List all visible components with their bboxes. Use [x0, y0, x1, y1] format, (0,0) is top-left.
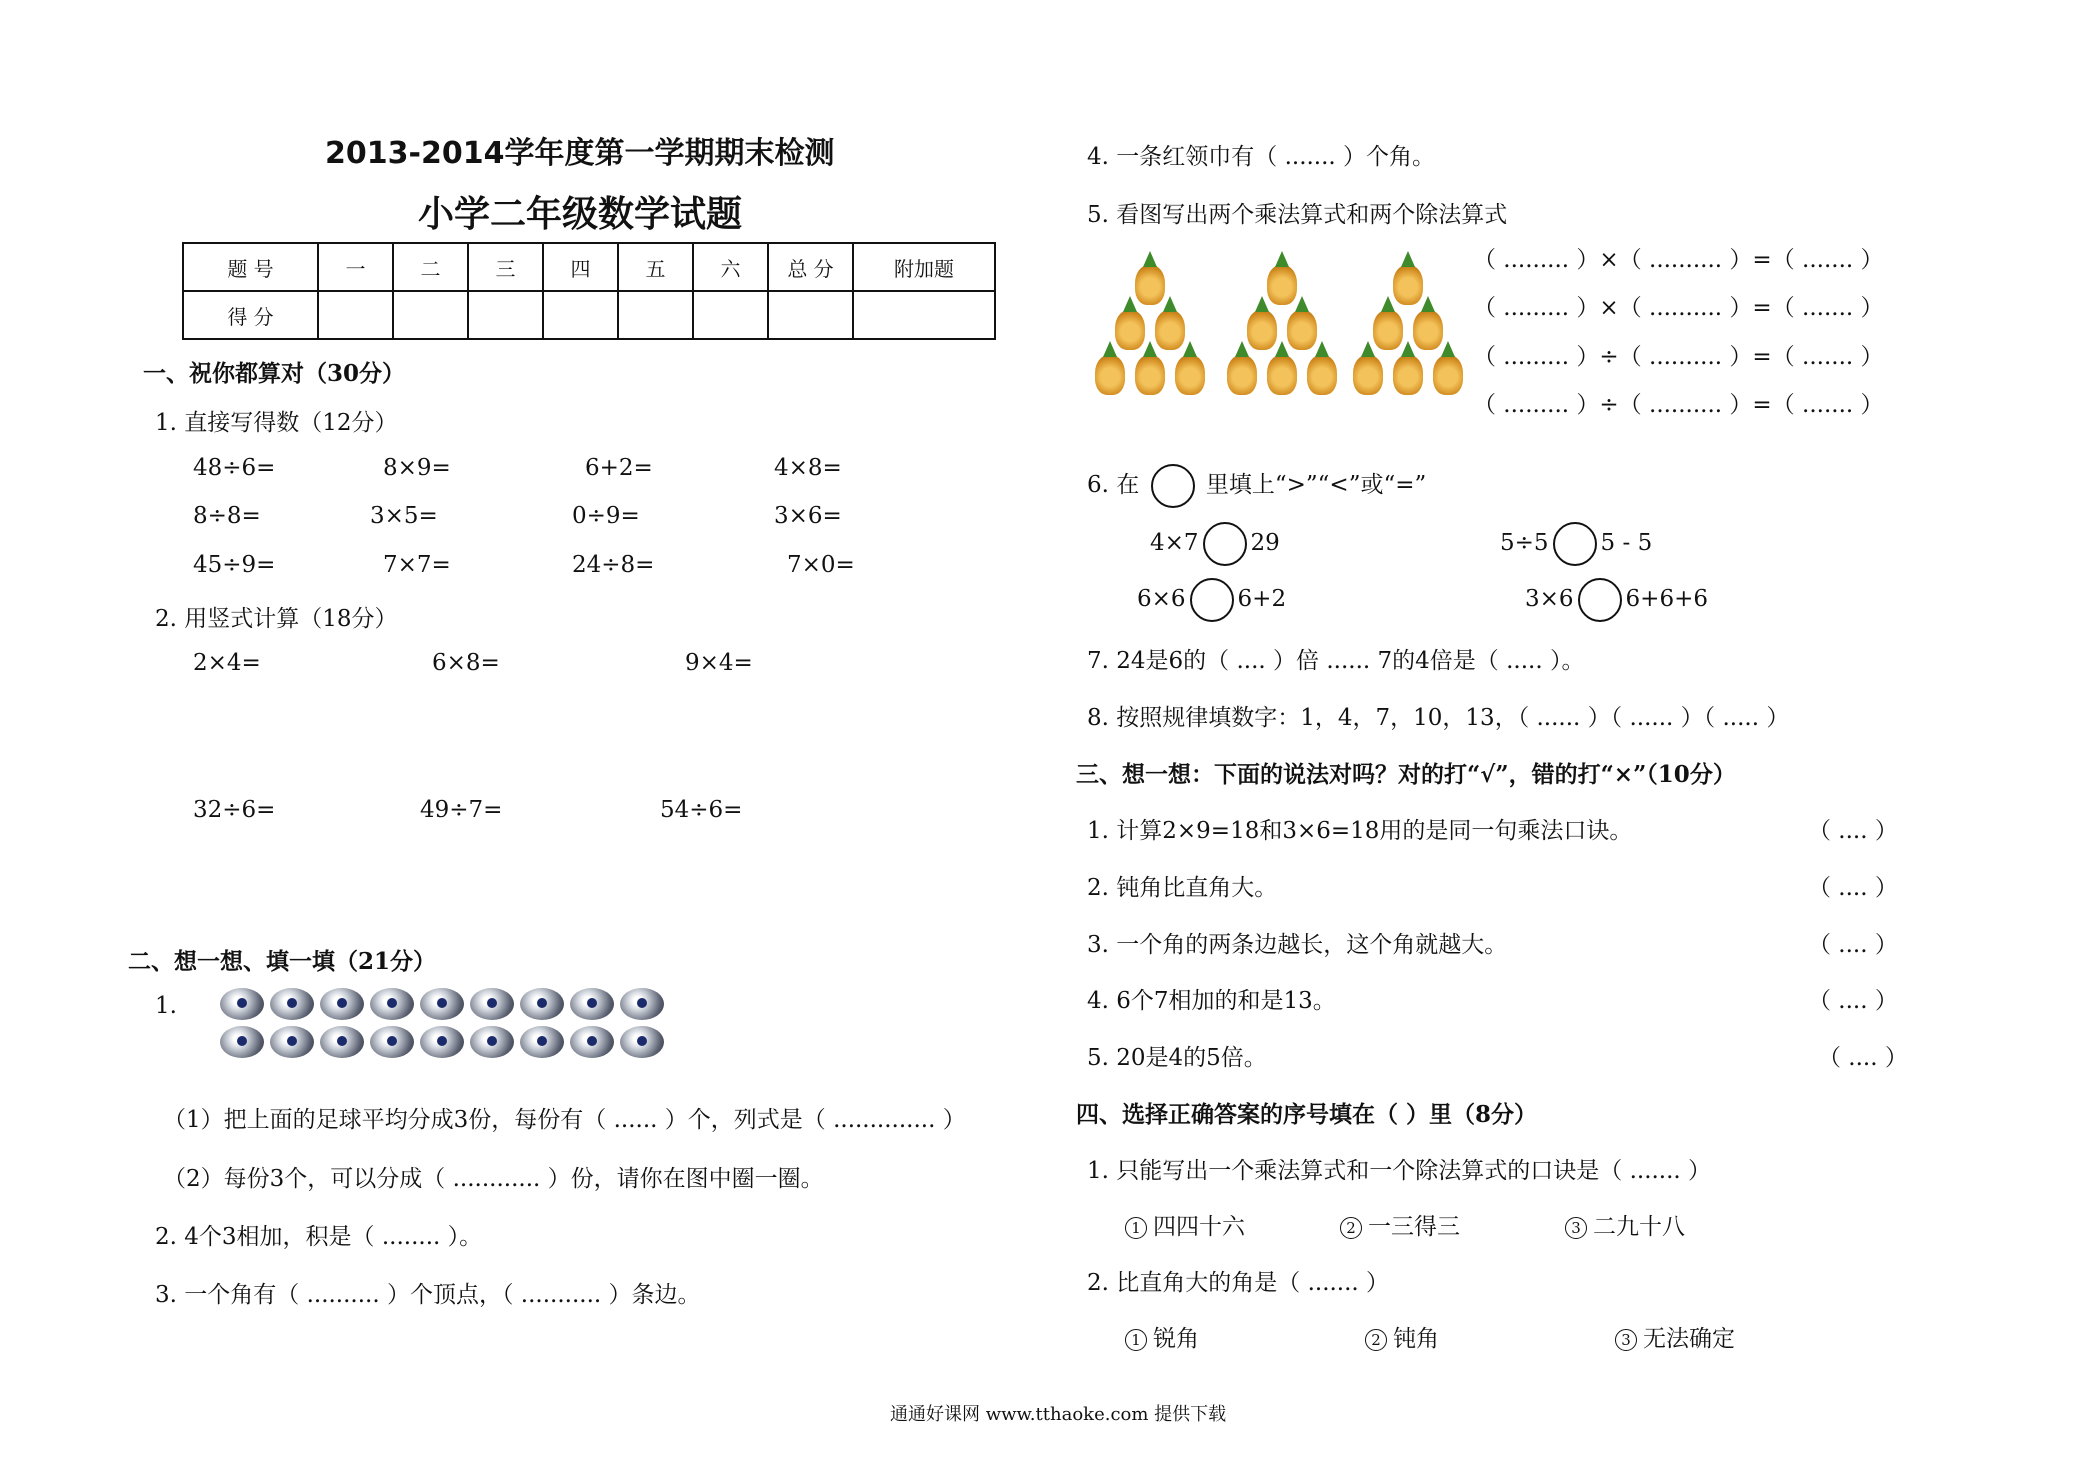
football-icon — [320, 1026, 364, 1058]
compare-right: 5 - 5 — [1600, 530, 1653, 556]
football-icon — [470, 988, 514, 1020]
q2-4: 4. 一条红领巾有（ ....... ）个角。 — [1087, 144, 1436, 170]
judge-bracket[interactable]: （ .... ） — [1808, 818, 1898, 844]
footer-note: 通通好课网 www.tthaoke.com 提供下载 — [890, 1404, 1227, 1425]
score-header: 四 — [543, 243, 618, 291]
vertical-calc-item: 32÷6= — [193, 797, 276, 823]
option-mark: 2 — [1365, 1329, 1387, 1351]
judge-bracket[interactable]: （ .... ） — [1808, 932, 1898, 958]
vertical-calc-item: 2×4= — [193, 650, 261, 676]
score-header: 一 — [318, 243, 393, 291]
calc-item: 8×9= — [383, 455, 451, 481]
choice-q1: 1. 只能写出一个乘法算式和一个除法算式的口诀是（ ....... ） — [1087, 1158, 1712, 1184]
option-label: 锐角 — [1153, 1326, 1199, 1352]
compare-item — [1500, 522, 1652, 566]
score-cell[interactable] — [468, 291, 543, 339]
football-icon — [620, 988, 664, 1020]
choice-q2: 2. 比直角大的角是（ ....... ） — [1087, 1270, 1390, 1296]
compare-circle[interactable] — [1553, 522, 1597, 566]
q2-title: 2. 用竖式计算（18分） — [155, 606, 398, 632]
option-mark: 3 — [1615, 1329, 1637, 1351]
score-cell[interactable] — [853, 291, 995, 339]
vertical-calc-item: 49÷7= — [420, 797, 503, 823]
football-icon — [270, 1026, 314, 1058]
vertical-calc-item: 6×8= — [432, 650, 500, 676]
compare-left: 6×6 — [1137, 586, 1186, 612]
football-icon — [320, 988, 364, 1020]
q2-5: 5. 看图写出两个乘法算式和两个除法算式 — [1087, 202, 1508, 228]
option-mark: 2 — [1340, 1217, 1362, 1239]
pineapple-group — [1090, 255, 1210, 405]
option-label: 四四十六 — [1153, 1214, 1245, 1240]
compare-left: 3×6 — [1525, 586, 1574, 612]
calc-item: 0÷9= — [572, 503, 640, 529]
option-mark: 3 — [1565, 1217, 1587, 1239]
q2-7: 7. 24是6的（ .... ）倍 ...... 7的4倍是（ ..... ）。 — [1087, 648, 1585, 674]
pineapple-icon — [1155, 310, 1185, 350]
exam-subtitle: 小学二年级数学试题 — [418, 194, 743, 235]
pineapple-icon — [1247, 310, 1277, 350]
compare-left: 4×7 — [1150, 530, 1199, 556]
choice-option[interactable] — [1365, 1320, 1439, 1353]
equation-line: （ ......... ）÷（ .......... ）=（ ....... ） — [1473, 392, 1884, 418]
score-row-label: 得 分 — [183, 291, 318, 339]
compare-circle[interactable] — [1578, 578, 1622, 622]
pineapple-group — [1348, 255, 1468, 405]
equation-line: （ ......... ）÷（ .......... ）=（ ....... ） — [1473, 344, 1884, 370]
option-label: 钝角 — [1393, 1326, 1439, 1352]
football-icon — [520, 988, 564, 1020]
pineapple-icon — [1393, 265, 1423, 305]
compare-right: 29 — [1250, 530, 1280, 556]
pineapple-icon — [1307, 355, 1337, 395]
score-header: 六 — [693, 243, 768, 291]
compare-right: 6+2 — [1237, 586, 1287, 612]
judge-item: 4. 6个7相加的和是13。 — [1087, 988, 1336, 1014]
score-cell[interactable] — [693, 291, 768, 339]
calc-item: 24÷8= — [572, 552, 655, 578]
calc-item: 3×5= — [370, 503, 438, 529]
score-header: 总 分 — [768, 243, 853, 291]
q2-6-pre: 6. 在 — [1087, 472, 1140, 498]
score-header: 题 号 — [183, 243, 318, 291]
score-cell[interactable] — [393, 291, 468, 339]
calc-item: 48÷6= — [193, 455, 276, 481]
football-icon — [620, 1026, 664, 1058]
calc-item: 4×8= — [774, 455, 842, 481]
compare-item — [1137, 578, 1286, 622]
pineapple-icon — [1267, 355, 1297, 395]
pineapple-icon — [1227, 355, 1257, 395]
option-label: 一三得三 — [1368, 1214, 1460, 1240]
score-cell[interactable] — [768, 291, 853, 339]
football-icon — [420, 988, 464, 1020]
compare-left: 5÷5 — [1500, 530, 1549, 556]
section-4-title: 四、选择正确答案的序号填在（ ）里（8分） — [1076, 1101, 1538, 1128]
option-mark: 1 — [1125, 1329, 1147, 1351]
equation-line: （ ......... ）×（ .......... ）=（ ....... ） — [1473, 247, 1884, 273]
judge-bracket[interactable]: （ .... ） — [1808, 875, 1898, 901]
pineapple-icon — [1413, 310, 1443, 350]
q2-1-label: 1. — [155, 993, 177, 1019]
pineapple-icon — [1115, 310, 1145, 350]
pineapple-icon — [1135, 355, 1165, 395]
score-cell[interactable] — [318, 291, 393, 339]
choice-option[interactable] — [1125, 1320, 1199, 1353]
score-cell[interactable] — [618, 291, 693, 339]
compare-item — [1150, 522, 1280, 566]
football-icon — [570, 1026, 614, 1058]
calc-item: 45÷9= — [193, 552, 276, 578]
q2-1-b: （2）每份3个，可以分成（ ............ ）份，请你在图中圈一圈。 — [163, 1166, 824, 1192]
equation-line: （ ......... ）×（ .......... ）=（ ....... ） — [1473, 295, 1884, 321]
judge-item: 5. 20是4的5倍。 — [1087, 1045, 1267, 1071]
pineapple-icon — [1095, 355, 1125, 395]
q2-2: 2. 4个3相加，积是（ ........ ）。 — [155, 1224, 483, 1250]
calc-item: 6+2= — [585, 455, 653, 481]
football-grid — [220, 988, 670, 1058]
score-header: 二 — [393, 243, 468, 291]
pineapple-group — [1222, 255, 1342, 405]
compare-right: 6+6+6 — [1625, 586, 1708, 612]
compare-circle[interactable] — [1203, 522, 1247, 566]
compare-item — [1525, 578, 1708, 622]
vertical-calc-item: 54÷6= — [660, 797, 743, 823]
section-1-title: 一、祝你都算对（30分） — [143, 360, 406, 387]
compare-circle[interactable] — [1190, 578, 1234, 622]
football-icon — [370, 1026, 414, 1058]
football-icon — [220, 1026, 264, 1058]
q2-3: 3. 一个角有（ .......... ）个顶点，（ ........... ）条边。 — [155, 1282, 701, 1308]
score-header: 五 — [618, 243, 693, 291]
judge-bracket[interactable]: （ .... ） — [1808, 988, 1898, 1014]
football-icon — [470, 1026, 514, 1058]
option-label: 二九十八 — [1593, 1214, 1685, 1240]
judge-item: 1. 计算2×9=18和3×6=18用的是同一句乘法口诀。 — [1087, 818, 1633, 844]
q2-6-post: 里填上“>”“<”或“=” — [1205, 472, 1427, 498]
football-icon — [570, 988, 614, 1020]
calc-item: 3×6= — [774, 503, 842, 529]
pineapple-icon — [1175, 355, 1205, 395]
pineapple-icon — [1393, 355, 1423, 395]
pineapple-icon — [1135, 265, 1165, 305]
pineapple-icon — [1287, 310, 1317, 350]
choice-option[interactable] — [1565, 1208, 1685, 1241]
compare-circle — [1151, 464, 1195, 508]
q2-6 — [1087, 464, 1426, 508]
choice-option[interactable] — [1615, 1320, 1735, 1353]
section-2-title: 二、想一想、填一填（21分） — [128, 948, 437, 975]
pineapple-icon — [1267, 265, 1297, 305]
q2-8: 8. 按照规律填数字：1，4，7，10，13，（ ...... ）（ ...... ）（ ..... ） — [1087, 705, 1790, 731]
vertical-calc-item: 9×4= — [685, 650, 753, 676]
calc-item: 7×0= — [787, 552, 855, 578]
judge-item: 3. 一个角的两条边越长，这个角就越大。 — [1087, 932, 1508, 958]
pineapple-icon — [1353, 355, 1383, 395]
option-label: 无法确定 — [1643, 1326, 1735, 1352]
judge-bracket[interactable]: （ .... ） — [1818, 1045, 1908, 1071]
choice-option[interactable] — [1125, 1208, 1245, 1241]
football-icon — [420, 1026, 464, 1058]
judge-item: 2. 钝角比直角大。 — [1087, 875, 1278, 901]
calc-item: 8÷8= — [193, 503, 261, 529]
section-3-title: 三、想一想：下面的说法对吗？对的打“√”，错的打“×”（10分） — [1076, 761, 1736, 788]
football-icon — [220, 988, 264, 1020]
option-mark: 1 — [1125, 1217, 1147, 1239]
score-cell[interactable] — [543, 291, 618, 339]
pineapple-icon — [1433, 355, 1463, 395]
pineapple-icon — [1373, 310, 1403, 350]
score-header: 附加题 — [853, 243, 995, 291]
q1-title: 1. 直接写得数（12分） — [155, 410, 398, 436]
football-icon — [270, 988, 314, 1020]
calc-item: 7×7= — [383, 552, 451, 578]
exam-title: 2013-2014学年度第一学期期末检测 — [325, 136, 835, 171]
football-icon — [520, 1026, 564, 1058]
score-table — [182, 242, 996, 340]
q2-1-a: （1）把上面的足球平均分成3份，每份有（ ...... ）个，列式是（ .............. ） — [163, 1107, 966, 1133]
choice-option[interactable] — [1340, 1208, 1460, 1241]
score-header: 三 — [468, 243, 543, 291]
football-icon — [370, 988, 414, 1020]
